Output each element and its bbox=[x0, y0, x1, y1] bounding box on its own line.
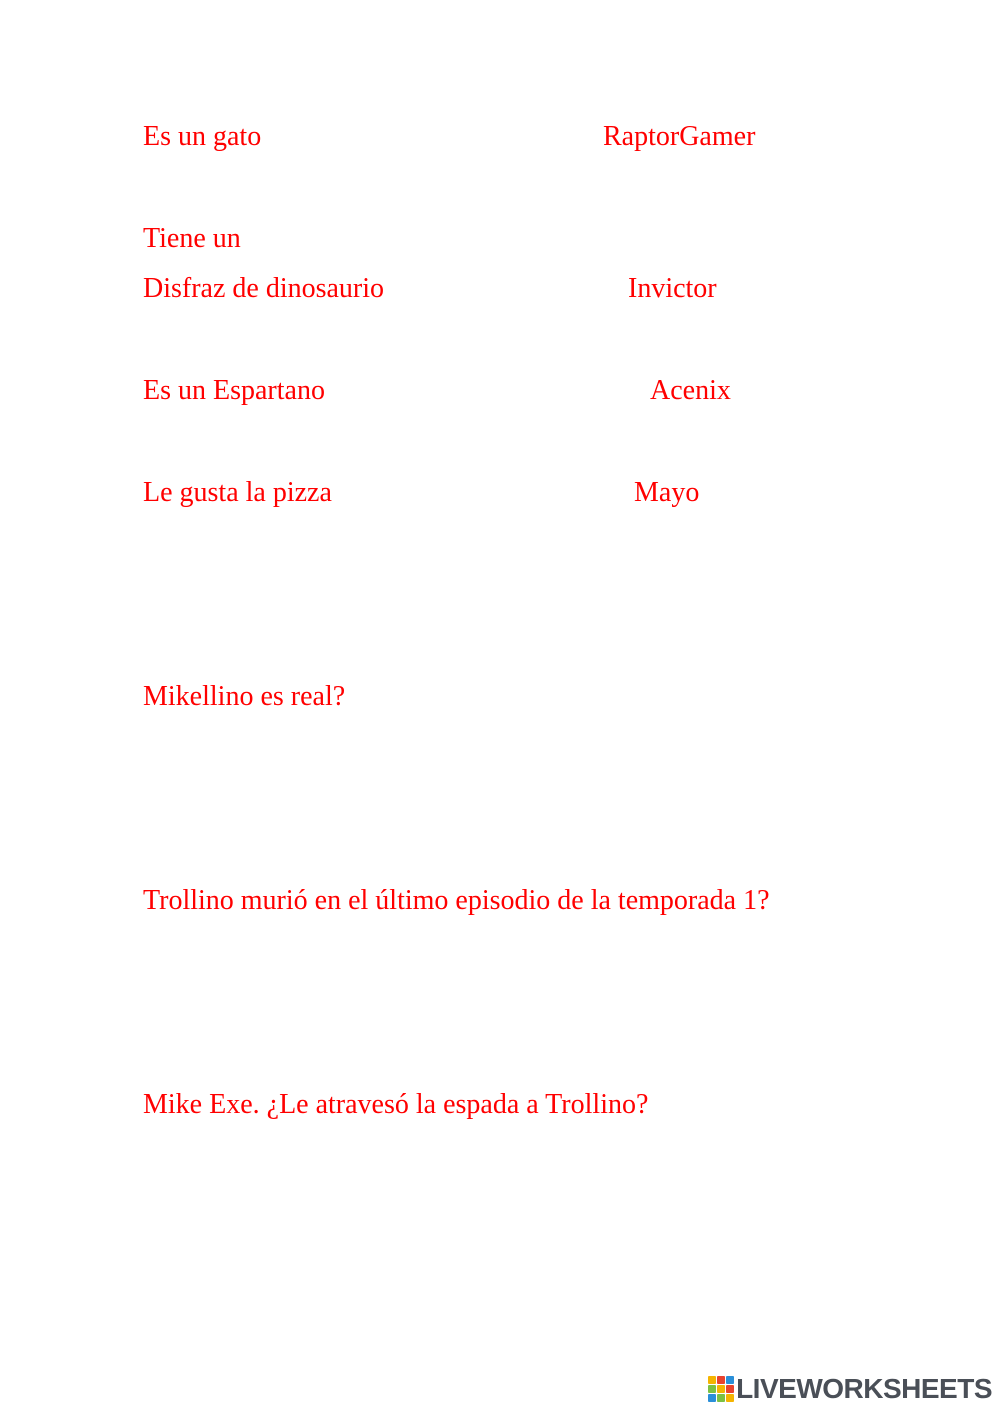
right-item-3: Invictor bbox=[628, 273, 717, 304]
right-item-5: Mayo bbox=[634, 477, 700, 508]
left-item-3: Disfraz de dinosaurio bbox=[143, 273, 385, 304]
question-2: Trollino murió en el último episodio de la temporada 1? bbox=[143, 885, 770, 916]
logo-text: LIVEWORKSHEETS bbox=[736, 1373, 992, 1404]
liveworksheets-logo bbox=[708, 1373, 992, 1405]
question-3: Mike Exe. ¿Le atravesó la espada a Trollino? bbox=[143, 1089, 649, 1120]
left-item-1: Es un gato bbox=[143, 121, 262, 152]
left-item-5: Le gusta la pizza bbox=[143, 477, 332, 508]
left-item-4: Es un Espartano bbox=[143, 375, 325, 406]
question-1: Mikellino es real? bbox=[143, 681, 346, 712]
left-item-2: Tiene un bbox=[143, 223, 241, 254]
right-item-4: Acenix bbox=[650, 375, 731, 406]
right-item-1: RaptorGamer bbox=[603, 121, 756, 152]
liveworksheets-logo-icon bbox=[708, 1376, 734, 1402]
